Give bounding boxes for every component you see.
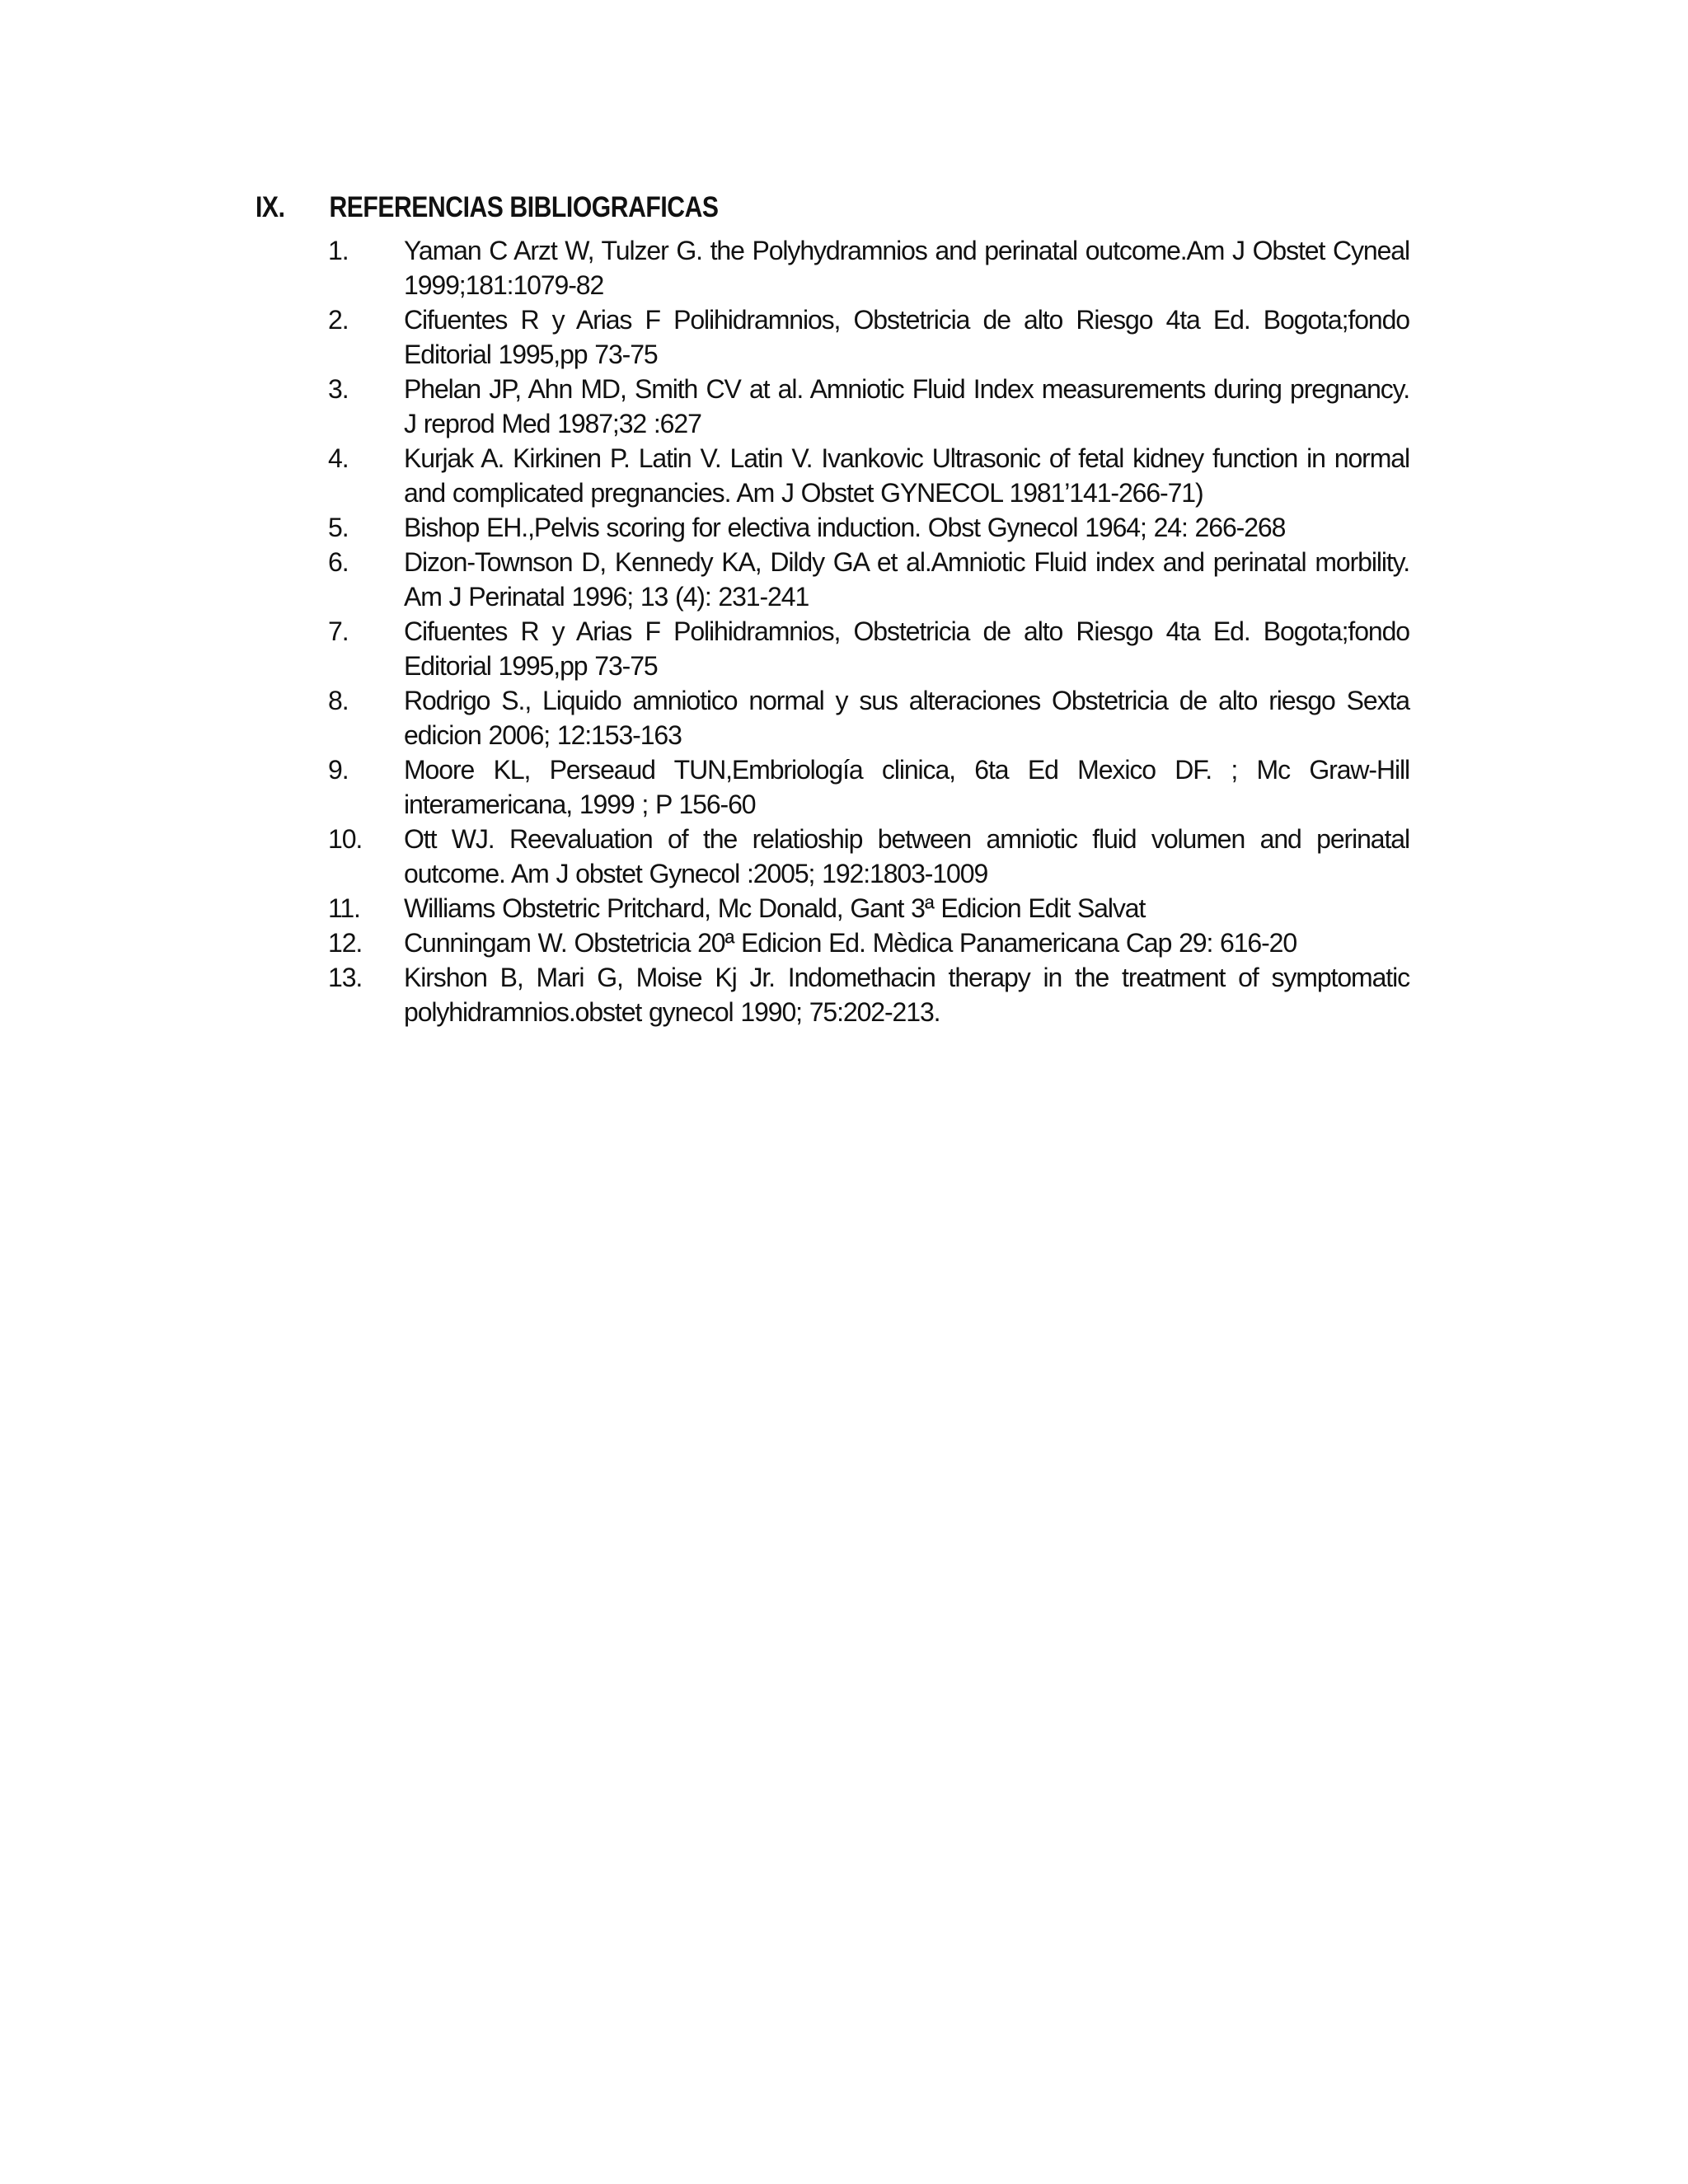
reference-item [328,372,1409,441]
reference-text: Cifuentes R y Arias F Polihidramnios, Obstetricia de alto Riesgo 4ta Ed. Bogota;fondo Editorial 1995,pp 73-75 [404,616,1409,681]
reference-text: Cunningam W. Obstetricia 20ª Edicion Ed. Mèdica Panamericana Cap 29: 616-20 [404,928,1297,958]
reference-text: Yaman C Arzt W, Tulzer G. the Polyhydramnios and perinatal outcome.Am J Obstet Cyneal 1999;181:1079-82 [404,236,1409,300]
reference-text: Dizon-Townson D, Kennedy KA, Dildy GA et al.Amniotic Fluid index and perinatal morbility. Am J Perinatal 1996; 13 (4): 231-241 [404,547,1409,612]
reference-item [328,233,1409,302]
reference-item [328,302,1409,372]
reference-number: 3. [328,374,349,404]
reference-number: 2. [328,305,349,335]
reference-text: Ott WJ. Reevaluation of the relatioship between amniotic fluid volumen and perinatal outcome. Am J obstet Gynecol :2005; 192:1803-1009 [404,824,1409,888]
reference-text: Kurjak A. Kirkinen P. Latin V. Latin V. Ivankovic Ultrasonic of fetal kidney function in normal and complicated pregnancies. Am J Obstet GYNECOL 1981’141-266-71) [404,443,1409,508]
reference-number: 7. [328,616,349,646]
reference-text: Rodrigo S., Liquido amniotico normal y sus alteraciones Obstetricia de alto riesgo Sexta edicion 2006; 12:153-163 [404,686,1409,750]
reference-number: 13. [328,963,363,992]
reference-number: 6. [328,547,349,577]
reference-number: 12. [328,928,363,958]
section-heading [256,191,1248,232]
reference-text: Phelan JP, Ahn MD, Smith CV at al. Amniotic Fluid Index measurements during pregnancy. J reprod Med 1987;32 :627 [404,374,1409,438]
reference-number: 9. [328,755,349,785]
reference-item [328,614,1409,683]
reference-number: 10. [328,824,363,854]
reference-item [328,510,1409,545]
reference-text: Moore KL, Perseaud TUN,Embriología clinica, 6ta Ed Mexico DF. ; Mc Graw-Hill interamericana, 1999 ; P 156-60 [404,755,1409,819]
section-number: IX. [256,191,285,223]
reference-number: 5. [328,513,349,542]
reference-text: Bishop EH.,Pelvis scoring for electiva induction. Obst Gynecol 1964; 24: 266-268 [404,513,1286,542]
reference-item [328,752,1409,822]
reference-list [328,233,1409,1029]
section-title: REFERENCIAS BIBLIOGRAFICAS [329,191,719,223]
reference-item [328,683,1409,752]
reference-number: 8. [328,686,349,715]
reference-item [328,441,1409,510]
reference-item [328,926,1409,960]
reference-text: Kirshon B, Mari G, Moise Kj Jr. Indomethacin therapy in the treatment of symptomatic polyhidramnios.obstet gynecol 1990; 75:202-213. [404,963,1409,1027]
reference-item [328,545,1409,614]
reference-number: 11. [328,893,360,923]
reference-item [328,822,1409,891]
reference-number: 4. [328,443,349,473]
reference-item [328,960,1409,1029]
reference-number: 1. [328,236,349,265]
reference-item [328,891,1409,926]
reference-text: Williams Obstetric Pritchard, Mc Donald, Gant 3ª Edicion Edit Salvat [404,893,1146,923]
reference-text: Cifuentes R y Arias F Polihidramnios, Obstetricia de alto Riesgo 4ta Ed. Bogota;fondo Editorial 1995,pp 73-75 [404,305,1409,369]
